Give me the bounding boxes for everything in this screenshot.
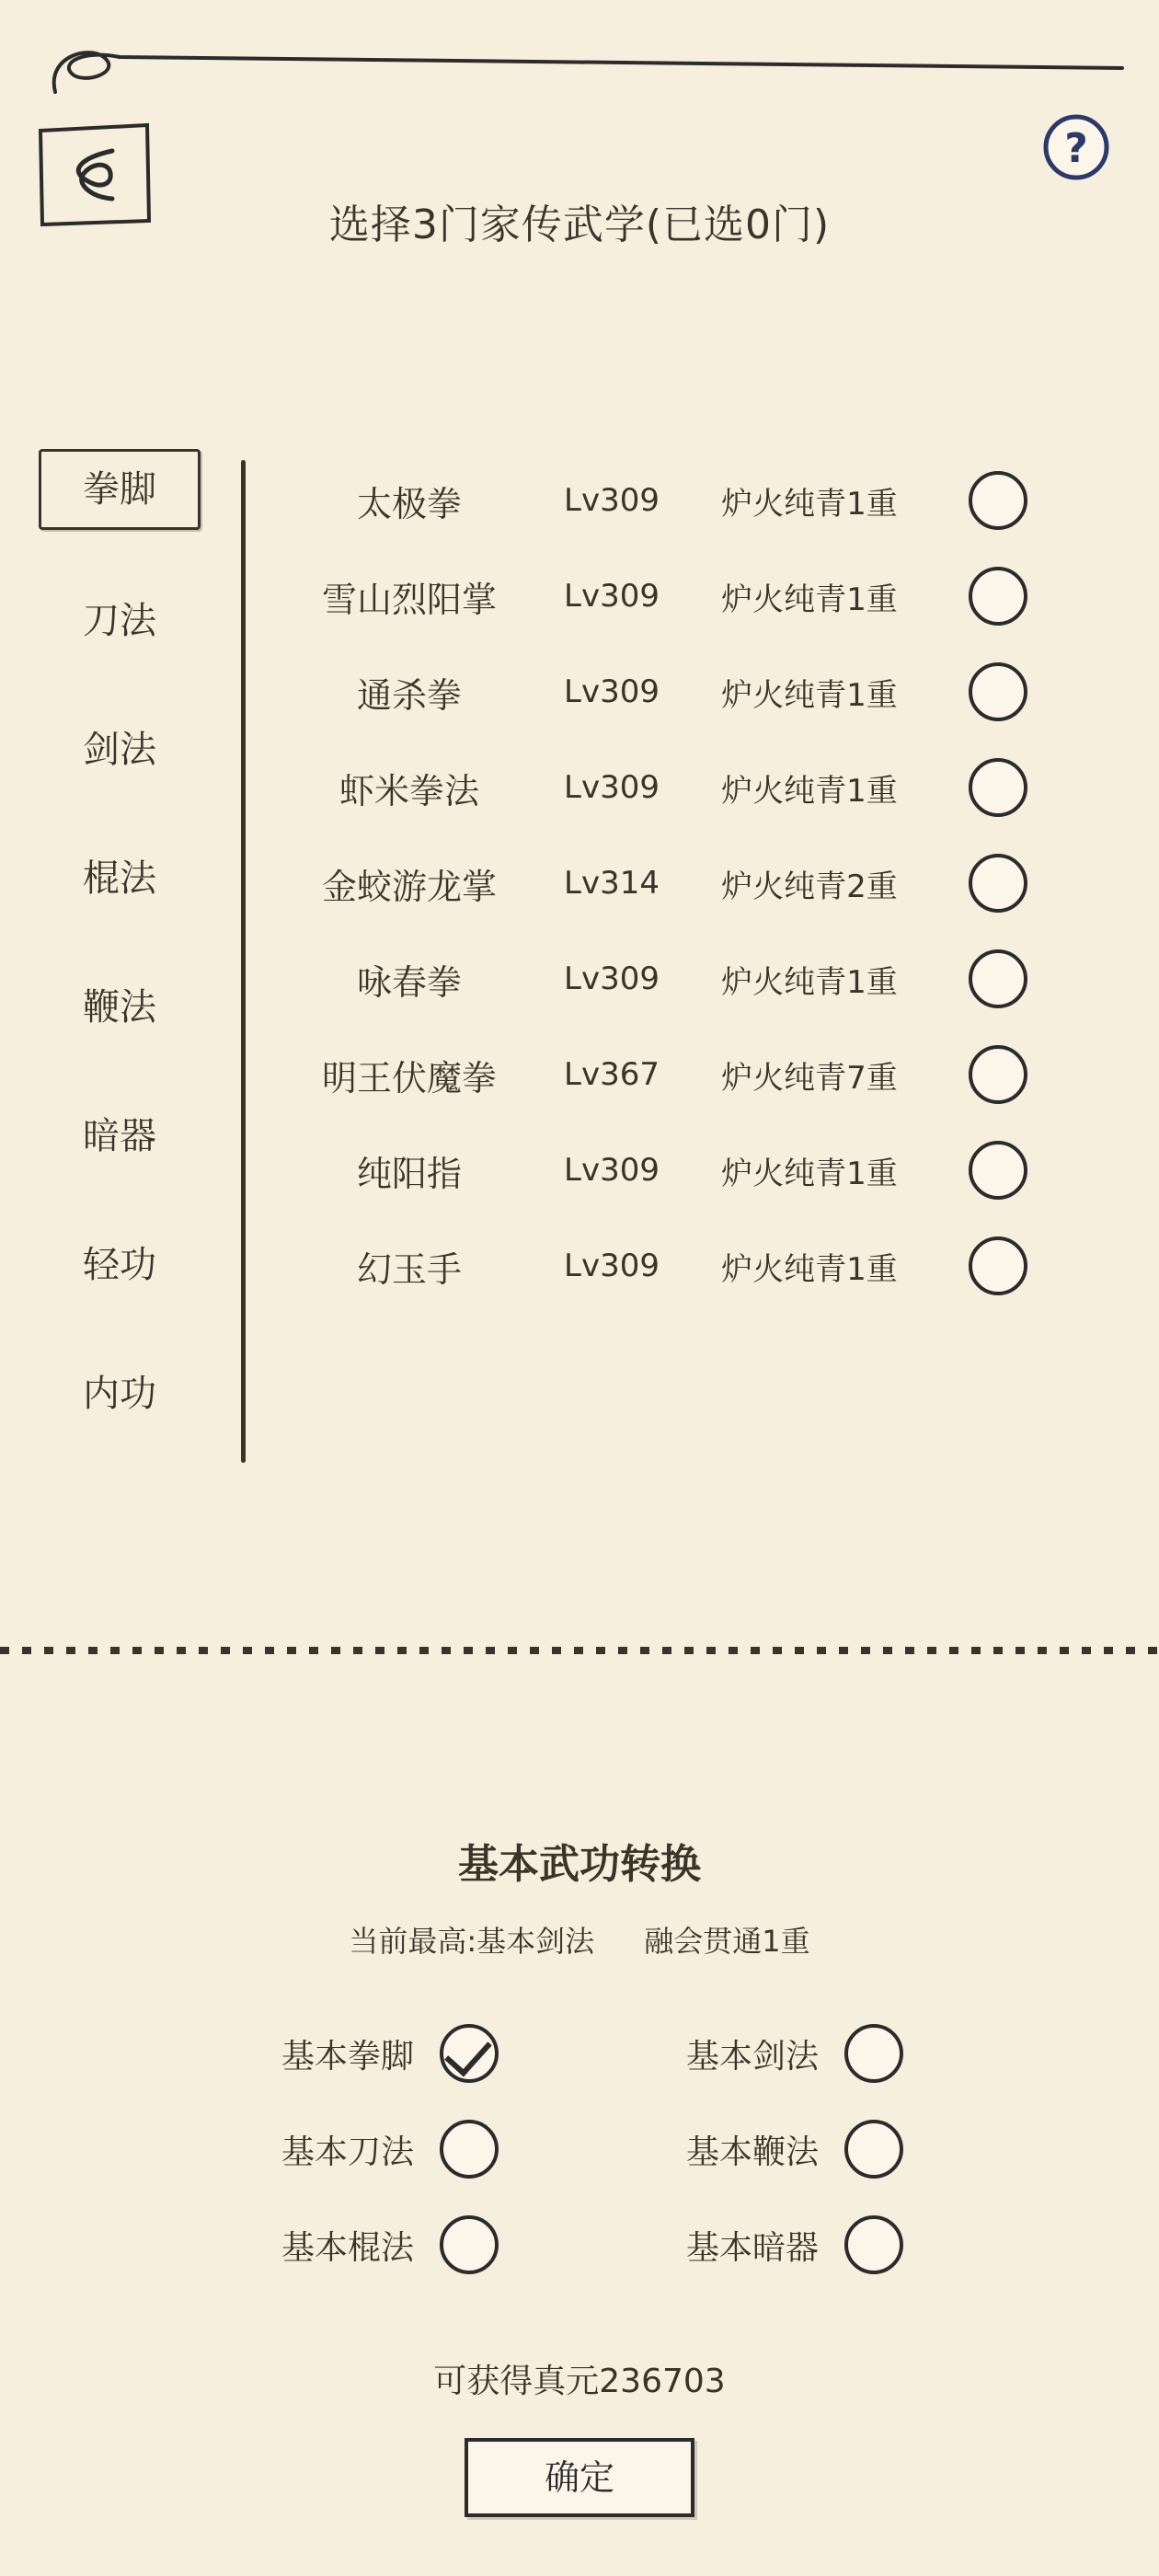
- skill-select-cell[interactable]: [938, 949, 1058, 1008]
- skill-level: Lv309: [564, 482, 660, 519]
- skill-select-cell[interactable]: [938, 1141, 1058, 1200]
- table-row[interactable]: [276, 453, 1085, 548]
- conversion-option-basic-jianfa[interactable]: [589, 2024, 993, 2083]
- table-row[interactable]: [276, 931, 1085, 1027]
- option-radio[interactable]: [844, 2215, 903, 2274]
- top-border-squiggle: [18, 37, 1141, 110]
- option-label: 基本拳脚: [281, 2037, 414, 2076]
- page-title: 选择3门家传武学(已选0门): [328, 201, 831, 248]
- current-grade-label: 融会贯通1重: [644, 1924, 810, 1959]
- conversion-row: [184, 2197, 993, 2293]
- category-item-daofa[interactable]: 刀法: [83, 600, 156, 642]
- conversion-option-basic-gunfa[interactable]: [184, 2215, 589, 2274]
- vertical-divider: [241, 460, 246, 1463]
- conversion-options: [184, 2006, 993, 2293]
- skill-name: 咏春拳: [356, 961, 462, 1003]
- option-radio[interactable]: [844, 2024, 903, 2083]
- skill-level: Lv309: [564, 1152, 660, 1189]
- skill-checkbox[interactable]: [969, 1236, 1027, 1295]
- option-radio[interactable]: [844, 2120, 903, 2179]
- conversion-option-basic-daofa[interactable]: [184, 2120, 589, 2179]
- skill-select-cell[interactable]: [938, 1236, 1058, 1295]
- skill-grade: 炉火纯青1重: [721, 963, 898, 1001]
- skill-select-cell[interactable]: [938, 854, 1058, 913]
- table-row[interactable]: [276, 1027, 1085, 1122]
- skill-name: 雪山烈阳掌: [321, 579, 497, 620]
- gain-text: 可获得真元236703: [433, 2363, 726, 2400]
- conversion-option-basic-quanjiao[interactable]: [184, 2024, 589, 2083]
- option-radio[interactable]: [440, 2120, 499, 2179]
- section-divider: [0, 1647, 1159, 1654]
- skill-name: 幻玉手: [356, 1248, 462, 1290]
- skill-name: 虾米拳法: [339, 770, 479, 811]
- skill-grade: 炉火纯青1重: [721, 1155, 898, 1192]
- skill-checkbox[interactable]: [969, 471, 1027, 530]
- skill-checkbox[interactable]: [969, 949, 1027, 1008]
- skill-level: Lv309: [564, 1248, 660, 1284]
- skill-select-cell[interactable]: [938, 662, 1058, 721]
- skill-grade: 炉火纯青1重: [721, 485, 898, 523]
- skill-select-cell[interactable]: [938, 471, 1058, 530]
- svg-text:?: ?: [1064, 125, 1088, 172]
- option-radio[interactable]: [440, 2215, 499, 2274]
- skill-select-cell[interactable]: [938, 567, 1058, 626]
- skill-name: 明王伏魔拳: [321, 1057, 497, 1098]
- table-row[interactable]: [276, 740, 1085, 835]
- skill-level: Lv309: [564, 673, 660, 710]
- skill-checkbox[interactable]: [969, 758, 1027, 817]
- category-item-neigong[interactable]: 内功: [83, 1373, 156, 1415]
- skill-select-cell[interactable]: [938, 758, 1058, 817]
- help-button[interactable]: [1041, 112, 1111, 182]
- conversion-option-basic-anqi[interactable]: [589, 2215, 993, 2274]
- category-item-quanjiao[interactable]: 拳脚: [39, 449, 201, 530]
- table-row[interactable]: [276, 1218, 1085, 1314]
- skill-name: 太极拳: [356, 483, 462, 524]
- skill-name: 金蛟游龙掌: [321, 866, 497, 907]
- question-mark-icon: [1041, 112, 1111, 182]
- table-row[interactable]: [276, 644, 1085, 740]
- skill-level: Lv309: [564, 769, 660, 806]
- skill-checkbox[interactable]: [969, 662, 1027, 721]
- category-list: [39, 449, 201, 1485]
- skill-level: Lv367: [564, 1056, 660, 1093]
- option-label: 基本剑法: [685, 2037, 819, 2076]
- skill-checkbox[interactable]: [969, 567, 1027, 626]
- table-row[interactable]: [276, 1122, 1085, 1218]
- category-item-bianfa[interactable]: 鞭法: [83, 986, 156, 1029]
- conversion-row: [184, 2006, 993, 2101]
- skill-list: [276, 453, 1085, 1314]
- skill-level: Lv314: [564, 865, 660, 902]
- conversion-row: [184, 2101, 993, 2197]
- conversion-option-basic-bianfa[interactable]: [589, 2120, 993, 2179]
- table-row[interactable]: [276, 835, 1085, 931]
- category-item-anqi[interactable]: 暗器: [83, 1115, 156, 1157]
- skill-grade: 炉火纯青1重: [721, 1250, 898, 1288]
- conversion-subtitle: [0, 1918, 1159, 1961]
- category-item-jianfa[interactable]: 剑法: [83, 729, 156, 771]
- skill-grade: 炉火纯青2重: [721, 868, 898, 905]
- skill-checkbox[interactable]: [969, 854, 1027, 913]
- skill-select-cell[interactable]: [938, 1045, 1058, 1104]
- option-label: 基本鞭法: [685, 2133, 819, 2171]
- skill-name: 通杀拳: [356, 674, 462, 716]
- conversion-title: 基本武功转换: [458, 1841, 701, 1888]
- skill-level: Lv309: [564, 578, 660, 615]
- option-label: 基本暗器: [685, 2228, 819, 2267]
- skill-checkbox[interactable]: [969, 1141, 1027, 1200]
- current-highest-label: 当前最高:基本剑法: [349, 1924, 595, 1959]
- skill-checkbox[interactable]: [969, 1045, 1027, 1104]
- skill-level: Lv309: [564, 960, 660, 997]
- category-item-qinggong[interactable]: 轻功: [83, 1244, 156, 1286]
- confirm-button[interactable]: 确定: [465, 2438, 694, 2517]
- category-item-gunfa[interactable]: 棍法: [83, 857, 156, 900]
- skill-grade: 炉火纯青1重: [721, 772, 898, 810]
- skill-name: 纯阳指: [356, 1153, 462, 1194]
- option-label: 基本棍法: [281, 2228, 414, 2267]
- skill-grade: 炉火纯青1重: [721, 581, 898, 618]
- table-row[interactable]: [276, 548, 1085, 644]
- option-label: 基本刀法: [281, 2133, 414, 2171]
- option-radio[interactable]: [440, 2024, 499, 2083]
- skill-grade: 炉火纯青1重: [721, 676, 898, 714]
- skill-grade: 炉火纯青7重: [721, 1059, 898, 1097]
